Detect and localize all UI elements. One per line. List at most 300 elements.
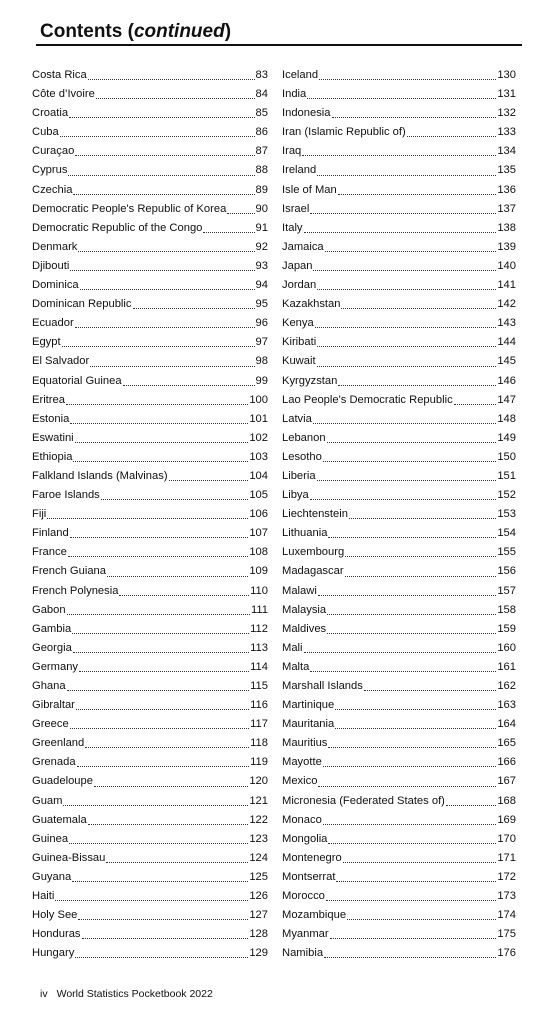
toc-entry[interactable] <box>282 429 516 448</box>
toc-entry-name: Mayotte <box>282 756 322 769</box>
toc-entry-name: Ecuador <box>32 317 74 330</box>
toc-entry-page: 112 <box>250 622 268 635</box>
toc-entry[interactable] <box>32 123 268 142</box>
toc-entry-page: 140 <box>497 259 516 272</box>
toc-entry-name: Kyrgyzstan <box>282 374 338 387</box>
dot-leader <box>76 709 249 710</box>
toc-entry-page: 85 <box>255 107 268 120</box>
dot-leader <box>345 556 496 557</box>
toc-entry[interactable] <box>32 505 268 524</box>
toc-entry[interactable] <box>32 238 268 257</box>
dot-leader <box>68 175 254 176</box>
dot-leader <box>55 900 248 901</box>
toc-entry-name: Ghana <box>32 680 66 692</box>
toc-entry-page: 107 <box>249 527 268 540</box>
toc-entry-page: 116 <box>250 699 268 712</box>
toc-entry[interactable] <box>32 142 268 161</box>
toc-entry-name: Eritrea <box>32 393 65 406</box>
toc-entry-page: 166 <box>497 756 516 769</box>
dot-leader <box>302 155 496 156</box>
toc-entry-name: Indonesia <box>282 107 331 120</box>
toc-entry-page: 96 <box>255 317 268 330</box>
dot-leader <box>407 136 497 137</box>
toc-entry[interactable] <box>32 601 268 620</box>
toc-entry-name: Czechia <box>32 183 73 196</box>
toc-entry-name: French Polynesia <box>32 584 119 597</box>
toc-entry-name: France <box>32 546 67 559</box>
toc-entry[interactable] <box>32 486 268 505</box>
toc-entry[interactable] <box>32 276 268 295</box>
toc-entry-name: Iran (Islamic Republic of) <box>282 126 406 139</box>
toc-entry[interactable] <box>282 715 516 734</box>
toc-entry-page: 138 <box>497 221 516 234</box>
toc-entry-name: Kiribati <box>282 336 317 349</box>
dot-leader <box>90 366 254 367</box>
toc-entry[interactable] <box>282 734 516 753</box>
toc-entry-page: 114 <box>250 660 268 673</box>
toc-entry-page: 118 <box>250 737 268 750</box>
toc-entry-page: 101 <box>249 412 268 425</box>
page-title-prefix: Contents ( <box>40 21 134 42</box>
toc-entry-page: 146 <box>497 374 516 387</box>
title-rule <box>36 44 522 46</box>
dot-leader <box>70 270 254 271</box>
dot-leader <box>345 576 497 577</box>
toc-entry-page: 125 <box>249 870 268 883</box>
page-title-italic: continued <box>133 21 225 42</box>
toc-entry[interactable] <box>282 505 516 524</box>
toc-entry-page: 109 <box>249 565 268 578</box>
toc-entry-page: 129 <box>249 947 268 960</box>
dot-leader <box>60 136 255 137</box>
toc-entry[interactable] <box>282 677 516 696</box>
toc-entry-page: 97 <box>255 336 268 349</box>
toc-entry-page: 93 <box>255 259 268 272</box>
toc-entry-page: 130 <box>497 69 516 81</box>
toc-entry[interactable] <box>282 410 516 429</box>
toc-entry[interactable] <box>282 123 516 142</box>
toc-entry-name: Maldives <box>282 622 327 635</box>
dot-leader <box>70 728 249 729</box>
dot-leader <box>317 175 496 176</box>
toc-entry-page: 86 <box>255 126 268 139</box>
toc-entry-page: 160 <box>497 641 516 654</box>
dot-leader <box>304 652 497 653</box>
toc-entry-page: 87 <box>255 145 268 158</box>
toc-entry[interactable] <box>32 868 268 887</box>
toc-entry-page: 144 <box>497 336 516 349</box>
toc-entry-name: Djibouti <box>32 259 70 272</box>
toc-entry-name: Latvia <box>282 412 312 425</box>
toc-entry[interactable] <box>32 696 268 715</box>
toc-entry-page: 141 <box>497 279 516 292</box>
toc-entry-name: Guinea-Bissau <box>32 851 106 864</box>
toc-entry[interactable] <box>32 620 268 639</box>
toc-entry-page: 133 <box>497 126 516 139</box>
dot-leader <box>66 404 248 405</box>
toc-entry[interactable] <box>282 868 516 887</box>
toc-entry-page: 158 <box>497 603 516 616</box>
dot-leader <box>323 824 497 825</box>
toc-entry[interactable] <box>32 372 268 391</box>
toc-entry[interactable] <box>32 811 268 830</box>
toc-entry-name: Côte d’Ivoire <box>32 88 95 101</box>
toc-entry-name: Lao People's Democratic Republic <box>282 393 453 406</box>
toc-entry-page: 95 <box>255 298 268 311</box>
toc-entry[interactable] <box>32 639 268 658</box>
toc-entry[interactable] <box>32 219 268 238</box>
toc-entry[interactable] <box>32 467 268 486</box>
toc-entry[interactable] <box>282 314 516 333</box>
dot-leader <box>73 194 254 195</box>
toc-entry[interactable] <box>32 352 268 371</box>
toc-entry-name: Democratic Republic of the Congo <box>32 221 203 234</box>
toc-entry[interactable] <box>282 85 516 104</box>
dot-leader <box>326 900 496 901</box>
toc-entry[interactable] <box>32 410 268 429</box>
toc-entry-name: Kenya <box>282 317 314 330</box>
toc-entry-page: 165 <box>497 737 516 750</box>
toc-entry-name: Germany <box>32 660 79 673</box>
toc-entry[interactable] <box>282 658 516 677</box>
dot-leader <box>347 919 496 920</box>
toc-entry[interactable] <box>282 524 516 543</box>
toc-entry[interactable] <box>32 295 268 314</box>
toc-entry[interactable] <box>32 314 268 333</box>
toc-entry[interactable] <box>32 448 268 467</box>
toc-entry-page: 124 <box>249 851 268 864</box>
toc-entry-name: Liechtenstein <box>282 508 348 521</box>
toc-entry-page: 117 <box>250 718 268 731</box>
toc-entry-name: Myanmar <box>282 928 329 941</box>
toc-entry-page: 128 <box>249 928 268 941</box>
dot-leader <box>307 98 496 99</box>
toc-entry[interactable] <box>282 295 516 314</box>
toc-entry-page: 174 <box>497 909 516 922</box>
toc-entry[interactable] <box>282 467 516 486</box>
dot-leader <box>107 576 248 577</box>
toc-entry[interactable] <box>282 352 516 371</box>
toc-entry-name: Jamaica <box>282 240 324 253</box>
toc-entry-page: 127 <box>249 909 268 922</box>
toc-entry-name: Mauritius <box>282 737 328 750</box>
toc-entry-page: 159 <box>497 622 516 635</box>
dot-leader <box>323 461 497 462</box>
toc-entry[interactable] <box>282 276 516 295</box>
toc-entry[interactable] <box>282 792 516 811</box>
toc-entry-page: 89 <box>255 183 268 196</box>
dot-leader <box>341 308 496 309</box>
toc-entry[interactable] <box>282 944 516 963</box>
toc-entry-name: Isle of Man <box>282 183 337 196</box>
toc-entry-page: 119 <box>250 756 268 769</box>
toc-entry[interactable] <box>282 257 516 276</box>
toc-entry[interactable] <box>32 104 268 123</box>
dot-leader <box>317 480 497 481</box>
toc-entry[interactable] <box>282 696 516 715</box>
dot-leader <box>327 633 496 634</box>
page-footer <box>40 987 213 1001</box>
toc-entry[interactable] <box>282 639 516 658</box>
toc-entry[interactable] <box>32 562 268 581</box>
toc-entry-page: 162 <box>497 680 516 692</box>
dot-leader <box>169 480 249 481</box>
dot-leader <box>67 690 250 691</box>
toc-entry[interactable] <box>282 486 516 505</box>
page-title <box>40 20 231 44</box>
toc-entry[interactable] <box>282 391 516 410</box>
toc-entry-name: Holy See <box>32 909 78 922</box>
toc-entry-name: Democratic People's Republic of Korea <box>32 202 227 215</box>
toc-entry-page: 88 <box>255 164 268 177</box>
toc-entry-page: 99 <box>255 374 268 387</box>
dot-leader <box>78 919 248 920</box>
dot-leader <box>88 79 255 80</box>
toc-entry-page: 94 <box>255 279 268 292</box>
toc-entry[interactable] <box>282 582 516 601</box>
dot-leader <box>70 423 248 424</box>
toc-entry-page: 90 <box>255 202 268 215</box>
toc-entry[interactable] <box>282 66 516 85</box>
dot-leader <box>72 633 249 634</box>
dot-leader <box>75 957 248 958</box>
toc-entry[interactable] <box>282 562 516 581</box>
dot-leader <box>327 442 497 443</box>
toc-entry-page: 168 <box>497 794 516 807</box>
toc-entry[interactable] <box>282 753 516 772</box>
contents-column-left <box>32 66 268 963</box>
toc-entry[interactable] <box>282 333 516 352</box>
toc-entry-page: 151 <box>497 469 516 482</box>
toc-entry-page: 103 <box>249 450 268 463</box>
toc-entry-page: 143 <box>497 317 516 330</box>
toc-entry-name: Kuwait <box>282 355 316 368</box>
dot-leader <box>106 862 248 863</box>
dot-leader <box>133 308 255 309</box>
dot-leader <box>446 805 496 806</box>
toc-entry[interactable] <box>282 104 516 123</box>
dot-leader <box>79 671 249 672</box>
toc-entry[interactable] <box>282 448 516 467</box>
toc-entry[interactable] <box>282 906 516 925</box>
toc-entry-page: 142 <box>497 298 516 311</box>
toc-entry-name: Grenada <box>32 756 76 769</box>
toc-entry[interactable] <box>32 582 268 601</box>
toc-entry[interactable] <box>32 543 268 562</box>
toc-entry[interactable] <box>32 906 268 925</box>
toc-entry-name: French Guiana <box>32 565 107 578</box>
toc-entry[interactable] <box>282 219 516 238</box>
dot-leader <box>203 232 254 233</box>
dot-leader <box>330 938 497 939</box>
toc-entry-name: Greece <box>32 718 69 731</box>
dot-leader <box>319 79 496 80</box>
footer-publication-title: World Statistics Pocketbook 2022 <box>56 988 213 1000</box>
toc-entry-page: 139 <box>497 240 516 253</box>
toc-entry[interactable] <box>282 142 516 161</box>
dot-leader <box>338 385 496 386</box>
page-title-suffix: ) <box>224 21 232 42</box>
toc-entry[interactable] <box>282 200 516 219</box>
dot-leader <box>349 518 496 519</box>
dot-leader <box>338 194 497 195</box>
toc-entry[interactable] <box>32 524 268 543</box>
toc-entry-name: Montserrat <box>282 870 336 883</box>
dot-leader <box>77 766 250 767</box>
toc-entry[interactable] <box>282 238 516 257</box>
dot-leader <box>315 327 497 328</box>
dot-leader <box>317 346 496 347</box>
toc-entry-page: 163 <box>497 699 516 712</box>
toc-entry[interactable] <box>282 372 516 391</box>
toc-entry-name: Namibia <box>282 947 324 960</box>
toc-entry[interactable] <box>32 161 268 180</box>
toc-entry[interactable] <box>282 887 516 906</box>
toc-entry-page: 175 <box>497 928 516 941</box>
toc-entry-name: Mongolia <box>282 832 328 845</box>
toc-entry-name: India <box>282 88 307 101</box>
dot-leader <box>69 117 254 118</box>
toc-entry[interactable] <box>282 830 516 849</box>
toc-entry-page: 106 <box>249 508 268 521</box>
dot-leader <box>80 289 255 290</box>
dot-leader <box>96 98 255 99</box>
toc-entry-name: Malaysia <box>282 603 327 616</box>
toc-entry-name: Curaçao <box>32 145 75 158</box>
toc-entry-page: 115 <box>250 680 268 692</box>
toc-entry-name: Mozambique <box>282 909 347 922</box>
toc-entry[interactable] <box>32 792 268 811</box>
toc-entry-name: Mexico <box>282 775 318 788</box>
toc-entry-name: Guyana <box>32 870 72 883</box>
dot-leader <box>73 461 248 462</box>
toc-entry-name: Montenegro <box>282 851 342 864</box>
dot-leader <box>101 499 249 500</box>
toc-entry[interactable] <box>32 849 268 868</box>
toc-entry-name: Egypt <box>32 336 61 349</box>
toc-entry-page: 173 <box>497 890 516 903</box>
toc-entry-name: Iceland <box>282 69 319 81</box>
dot-leader <box>310 671 496 672</box>
toc-entry-page: 92 <box>255 240 268 253</box>
toc-entry[interactable] <box>32 658 268 677</box>
toc-entry-name: Guam <box>32 794 63 807</box>
toc-entry[interactable] <box>32 257 268 276</box>
dot-leader <box>69 843 248 844</box>
dot-leader <box>310 213 496 214</box>
toc-entry-name: Finland <box>32 527 69 540</box>
dot-leader <box>304 232 497 233</box>
toc-entry-page: 169 <box>497 813 516 826</box>
toc-entry[interactable] <box>32 830 268 849</box>
toc-entry[interactable] <box>32 734 268 753</box>
toc-entry[interactable] <box>282 620 516 639</box>
toc-entry[interactable] <box>32 429 268 448</box>
toc-entry-name: Morocco <box>282 890 325 903</box>
toc-entry-page: 104 <box>249 469 268 482</box>
toc-entry[interactable] <box>282 811 516 830</box>
dot-leader <box>323 766 497 767</box>
toc-entry-name: Micronesia (Federated States of) <box>282 794 445 807</box>
toc-entry[interactable] <box>282 543 516 562</box>
toc-entry[interactable] <box>32 181 268 200</box>
toc-entry[interactable] <box>32 772 268 791</box>
toc-entry-page: 123 <box>249 832 268 845</box>
toc-entry-name: Greenland <box>32 737 85 750</box>
toc-entry-page: 111 <box>250 603 268 616</box>
toc-entry[interactable] <box>282 849 516 868</box>
dot-leader <box>63 805 248 806</box>
toc-entry-page: 120 <box>249 775 268 788</box>
toc-entry[interactable] <box>32 715 268 734</box>
toc-entry-name: Malta <box>282 660 310 673</box>
toc-entry[interactable] <box>32 677 268 696</box>
toc-entry-page: 134 <box>497 145 516 158</box>
toc-entry-name: Kazakhstan <box>282 298 341 311</box>
toc-entry-name: Liberia <box>282 469 316 482</box>
toc-entry-name: Libya <box>282 489 309 502</box>
toc-entry-page: 176 <box>497 947 516 960</box>
toc-entry[interactable] <box>32 85 268 104</box>
toc-entry[interactable] <box>32 944 268 963</box>
toc-entry[interactable] <box>32 333 268 352</box>
toc-entry-name: Luxembourg <box>282 546 345 559</box>
toc-entry[interactable] <box>32 66 268 85</box>
dot-leader <box>68 556 249 557</box>
toc-entry[interactable] <box>282 772 516 791</box>
toc-entry-name: Lebanon <box>282 431 326 444</box>
toc-entry-name: Croatia <box>32 107 69 120</box>
toc-entry-page: 98 <box>255 355 268 368</box>
dot-leader <box>85 747 249 748</box>
toc-entry-page: 147 <box>497 393 516 406</box>
toc-entry-name: Marshall Islands <box>282 680 363 692</box>
toc-entry[interactable] <box>282 181 516 200</box>
dot-leader <box>328 537 496 538</box>
toc-entry-page: 105 <box>249 489 268 502</box>
dot-leader <box>364 690 496 691</box>
toc-entry[interactable] <box>32 925 268 944</box>
contents-column-right <box>282 66 516 963</box>
toc-entry-page: 148 <box>497 412 516 425</box>
toc-entry-name: Japan <box>282 259 313 272</box>
toc-entry-page: 126 <box>249 890 268 903</box>
toc-entry-name: El Salvador <box>32 355 90 368</box>
dot-leader <box>335 709 496 710</box>
toc-entry[interactable] <box>282 161 516 180</box>
toc-entry[interactable] <box>32 753 268 772</box>
toc-entry[interactable] <box>282 925 516 944</box>
toc-entry[interactable] <box>32 391 268 410</box>
toc-entry-name: Mali <box>282 641 303 654</box>
toc-entry[interactable] <box>282 601 516 620</box>
toc-entry-name: Israel <box>282 202 310 215</box>
dot-leader <box>317 366 497 367</box>
toc-entry-page: 108 <box>249 546 268 559</box>
toc-entry-page: 171 <box>497 851 516 864</box>
toc-entry-name: Ethiopia <box>32 450 73 463</box>
dot-leader <box>73 652 249 653</box>
dot-leader <box>75 155 254 156</box>
dot-leader <box>62 346 255 347</box>
toc-entry-page: 149 <box>497 431 516 444</box>
dot-leader <box>123 385 255 386</box>
dot-leader <box>75 327 255 328</box>
toc-entry[interactable] <box>32 887 268 906</box>
dot-leader <box>324 957 496 958</box>
toc-entry-page: 100 <box>249 393 268 406</box>
toc-entry[interactable] <box>32 200 268 219</box>
